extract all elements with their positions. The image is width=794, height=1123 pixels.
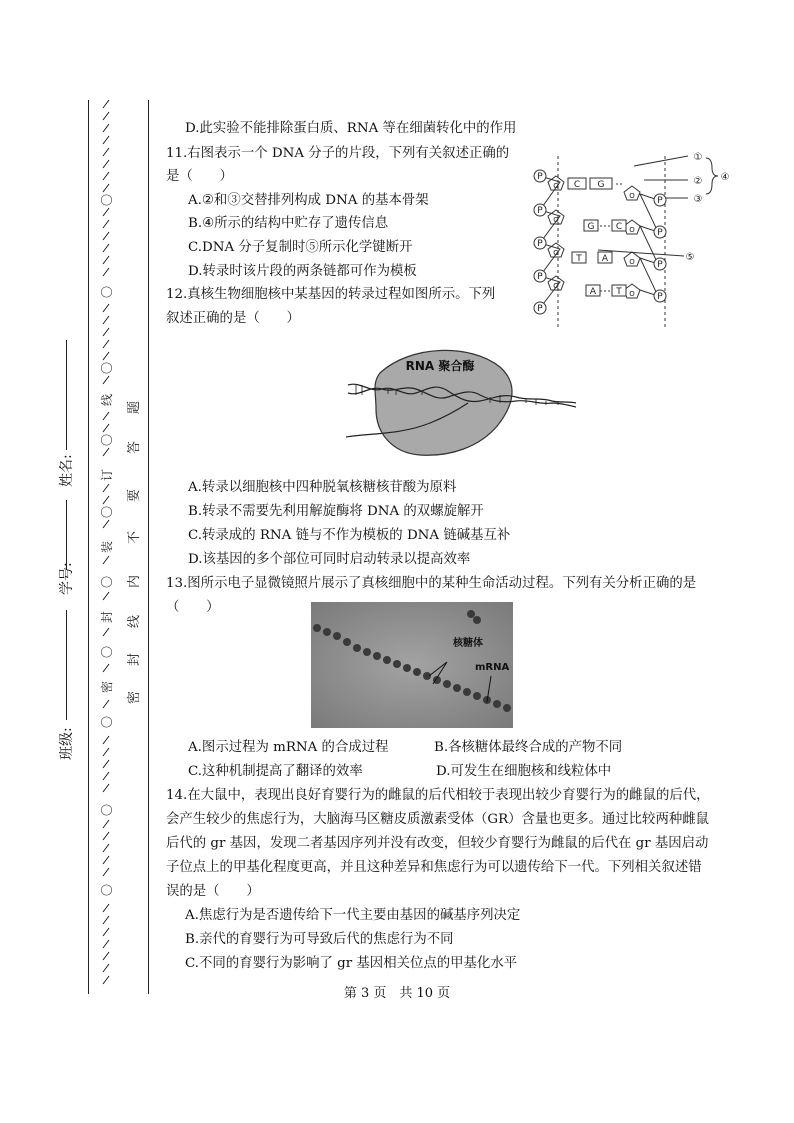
ribosome-blob <box>463 688 471 696</box>
ribosome-blob <box>393 660 401 668</box>
slash-mark <box>103 760 109 768</box>
base-C-2: C <box>615 222 623 232</box>
q14-option-a: A.焦虑行为是否遗传给下一代主要由基因的碱基序列决定 <box>185 908 521 923</box>
phosphate-6: P <box>657 196 663 206</box>
q14-option-b: B.亲代的育婴行为可导致后代的焦虑行为不同 <box>185 932 454 947</box>
seal-circle: 〇 <box>100 803 114 817</box>
q14-stem-3: 后代的 gr 基因，发现二者基因序列并没有改变，但较少育婴行为雌鼠的后代在 gr 基因启动 <box>166 836 709 851</box>
ribosome-blob <box>493 700 501 708</box>
q14-stem-2: 会产生较少的焦虑行为，大脑海马区糖皮质激素受体（GR）含量也更多。通过比较两种雌鼠 <box>166 812 710 827</box>
slash-mark <box>103 352 109 360</box>
slash-mark <box>103 412 109 420</box>
ribosome-blob <box>453 684 461 692</box>
q13-option-d: D.可发生在细胞核和线粒体中 <box>436 764 612 779</box>
slash-mark <box>103 304 109 312</box>
slash-mark <box>103 160 109 168</box>
q13-option-c: C.这种机制提高了翻译的效率 <box>188 764 363 779</box>
q11-option-c: C.DNA 分子复制时⑤所示化学键断开 <box>188 240 413 255</box>
ribosome-blob <box>373 652 381 660</box>
slash-mark <box>103 940 109 948</box>
mrna-label: mRNA <box>475 662 510 673</box>
ring-o-4: O <box>553 282 559 290</box>
rna-polymerase-label: RNA 聚合酶 <box>405 359 475 373</box>
dna-fragment-figure <box>528 148 738 330</box>
ribosome-label: 核糖体 <box>453 638 483 649</box>
page-footer: 第 3 页 共 10 页 <box>343 986 451 1001</box>
id-label: 学号: <box>59 562 75 595</box>
slash-mark <box>103 124 109 132</box>
slash-mark <box>103 100 109 108</box>
base-C: C <box>573 180 581 190</box>
slash-mark <box>103 376 109 384</box>
slash-mark <box>103 172 109 180</box>
ribosome-blob <box>403 664 411 672</box>
seal-circle: 〇 <box>100 575 114 589</box>
phosphate-4: P <box>537 272 543 282</box>
q11-option-a: A.②和③交替排列构成 DNA 的基本骨架 <box>188 193 429 208</box>
q13-stem-2: （ ） <box>166 600 220 615</box>
phosphate-2: P <box>537 206 543 216</box>
slash-mark <box>103 784 109 792</box>
q12-stem-2: 叙述正确的是（ ） <box>166 311 300 326</box>
base-T: T <box>576 254 582 264</box>
seal-line-column <box>96 100 118 990</box>
margin-line-inner <box>148 100 149 994</box>
phosphate-3: P <box>537 239 543 249</box>
ribosome-blob <box>467 610 475 618</box>
ribosome-blob <box>473 616 481 624</box>
callout-3: ③ <box>693 194 703 205</box>
slash-mark <box>103 340 109 348</box>
ring-o-3: O <box>553 249 559 257</box>
phosphate-7: P <box>657 228 663 238</box>
phosphate-1: P <box>537 172 543 182</box>
ring-o-6: O <box>629 226 635 234</box>
name-label: 姓名: <box>59 454 75 487</box>
q13-stem-1: 13.图所示电子显微镜照片展示了真核细胞中的某种生命活动过程。下列有关分析正确的是 <box>166 576 697 591</box>
slash-mark <box>103 520 109 528</box>
q14-stem-4: 子位点上的甲基化程度更高，并且这种差异和焦虑行为可以遗传给下一代。下列相关叙述错 <box>166 860 702 875</box>
ribosome-blob <box>413 668 421 676</box>
seal-circle: 〇 <box>100 433 114 447</box>
slash-mark <box>103 628 109 636</box>
q14-option-c: C.不同的育婴行为影响了 gr 基因相关位点的甲基化水平 <box>185 956 518 971</box>
warning-char: 内 <box>127 574 143 589</box>
seal-char: 封 <box>100 610 114 624</box>
ribosome-blob <box>383 656 391 664</box>
slash-mark <box>103 928 109 936</box>
phosphate-9: P <box>657 292 663 302</box>
slash-mark <box>103 448 109 456</box>
slash-mark <box>103 820 109 828</box>
ring-o-5: O <box>629 192 635 200</box>
slash-mark <box>103 856 109 864</box>
q13-option-b: B.各核糖体最终合成的产物不同 <box>434 740 623 755</box>
warning-char: 封 <box>127 652 143 667</box>
seal-circle: 〇 <box>100 361 114 375</box>
q12-option-d: D.该基因的多个部位可同时启动转录以提高效率 <box>188 552 471 567</box>
ribosome-blob <box>363 648 371 656</box>
base-A: A <box>601 254 609 264</box>
ring-o-1: O <box>553 182 559 190</box>
slash-mark <box>103 256 109 264</box>
ribosome-blob <box>343 638 351 646</box>
slash-mark <box>103 772 109 780</box>
q12-stem-1: 12.真核生物细胞核中某基因的转录过程如图所示。下列 <box>166 287 496 302</box>
slash-mark <box>103 964 109 972</box>
q11-option-b: B.④所示的结构中贮存了遗传信息 <box>188 216 389 231</box>
q11-stem-1: 11.右图表示一个 DNA 分子的片段，下列有关叙述正确的 <box>166 146 510 161</box>
warning-char: 答 <box>127 440 143 455</box>
slash-mark <box>103 244 109 252</box>
slash-mark <box>103 328 109 336</box>
q12-option-c: C.转录成的 RNA 链与不作为模板的 DNA 链碱基互补 <box>188 528 511 543</box>
base-G-2: G <box>587 222 595 232</box>
slash-mark <box>103 232 109 240</box>
q12-option-b: B.转录不需要先利用解旋酶将 DNA 的双螺旋解开 <box>188 504 484 519</box>
slash-mark <box>103 316 109 324</box>
slash-mark <box>103 424 109 432</box>
seal-circle: 〇 <box>100 645 114 659</box>
slash-mark <box>103 592 109 600</box>
warning-char: 密 <box>127 690 143 705</box>
warning-char: 不 <box>127 530 143 545</box>
callout-1: ① <box>693 152 703 163</box>
slash-mark <box>103 184 109 192</box>
seal-circle: 〇 <box>100 285 114 299</box>
micrograph-drawing <box>311 602 513 728</box>
base-A-2: A <box>589 287 597 297</box>
seal-circle: 〇 <box>100 715 114 729</box>
ring-o-2: O <box>553 216 559 224</box>
slash-mark <box>103 484 109 492</box>
warning-char: 题 <box>127 400 143 415</box>
seal-char: 密 <box>100 680 114 694</box>
slash-mark <box>103 700 109 708</box>
class-label: 班级: <box>59 727 75 760</box>
slash-mark <box>103 916 109 924</box>
q14-stem-5: 误的是（ ） <box>166 884 260 899</box>
slash-mark <box>103 736 109 744</box>
class-underline[interactable] <box>66 610 68 720</box>
slash-mark <box>103 952 109 960</box>
base-G: G <box>597 180 605 190</box>
slash-mark <box>103 268 109 276</box>
seal-char: 线 <box>100 393 114 407</box>
slash-mark <box>103 904 109 912</box>
slash-mark <box>103 112 109 120</box>
slash-mark <box>103 748 109 756</box>
electron-micrograph <box>311 602 513 728</box>
q13-option-a: A.图示过程为 mRNA 的合成过程 <box>188 740 389 755</box>
ribosome-blob <box>313 624 321 632</box>
seal-circle: 〇 <box>100 193 114 207</box>
slash-mark <box>103 556 109 564</box>
id-underline[interactable] <box>66 500 68 570</box>
q14-stem-1: 14.在大鼠中，表现出良好育婴行为的雌鼠的后代相较于表现出较少育婴行为的雌鼠的后代， <box>166 788 710 803</box>
transcription-figure <box>340 345 580 460</box>
q11-option-d: D.转录时该片段的两条链都可作为模板 <box>188 264 417 279</box>
name-underline[interactable] <box>66 340 68 450</box>
ribosome-blob <box>473 692 481 700</box>
ribosome-blob <box>503 704 511 712</box>
slash-mark <box>103 832 109 840</box>
q10-option-d: D.此实验不能排除蛋白质、RNA 等在细菌转化中的作用 <box>185 121 517 136</box>
slash-mark <box>103 148 109 156</box>
ribosome-blob <box>333 632 341 640</box>
slash-mark <box>103 208 109 216</box>
ring-o-7: O <box>629 258 635 266</box>
slash-mark <box>103 496 109 504</box>
ribosome-blob <box>323 628 331 636</box>
q12-option-a: A.转录以细胞核中四种脱氧核糖核苷酸为原料 <box>188 480 457 495</box>
ribosome-blob <box>353 644 361 652</box>
seal-char: 订 <box>100 468 114 482</box>
warning-char: 要 <box>127 488 143 503</box>
callout-5: ⑤ <box>685 252 695 263</box>
phosphate-8: P <box>657 260 663 270</box>
callout-2: ② <box>693 176 703 187</box>
slash-mark <box>103 136 109 144</box>
seal-char: 装 <box>100 540 114 554</box>
seal-circle: 〇 <box>100 883 114 897</box>
seal-circle: 〇 <box>100 505 114 519</box>
ring-o-8: O <box>629 290 635 298</box>
ribosome-blob <box>443 680 451 688</box>
base-T-2: T <box>616 287 622 297</box>
slash-mark <box>103 664 109 672</box>
warning-char: 线 <box>127 614 143 629</box>
slash-mark <box>103 220 109 228</box>
callout-4: ④ <box>720 172 730 183</box>
q11-stem-2: 是（ ） <box>166 169 233 184</box>
slash-mark <box>103 868 109 876</box>
slash-mark <box>103 844 109 852</box>
margin-line-outer <box>88 100 89 994</box>
phosphate-5: P <box>537 304 543 314</box>
